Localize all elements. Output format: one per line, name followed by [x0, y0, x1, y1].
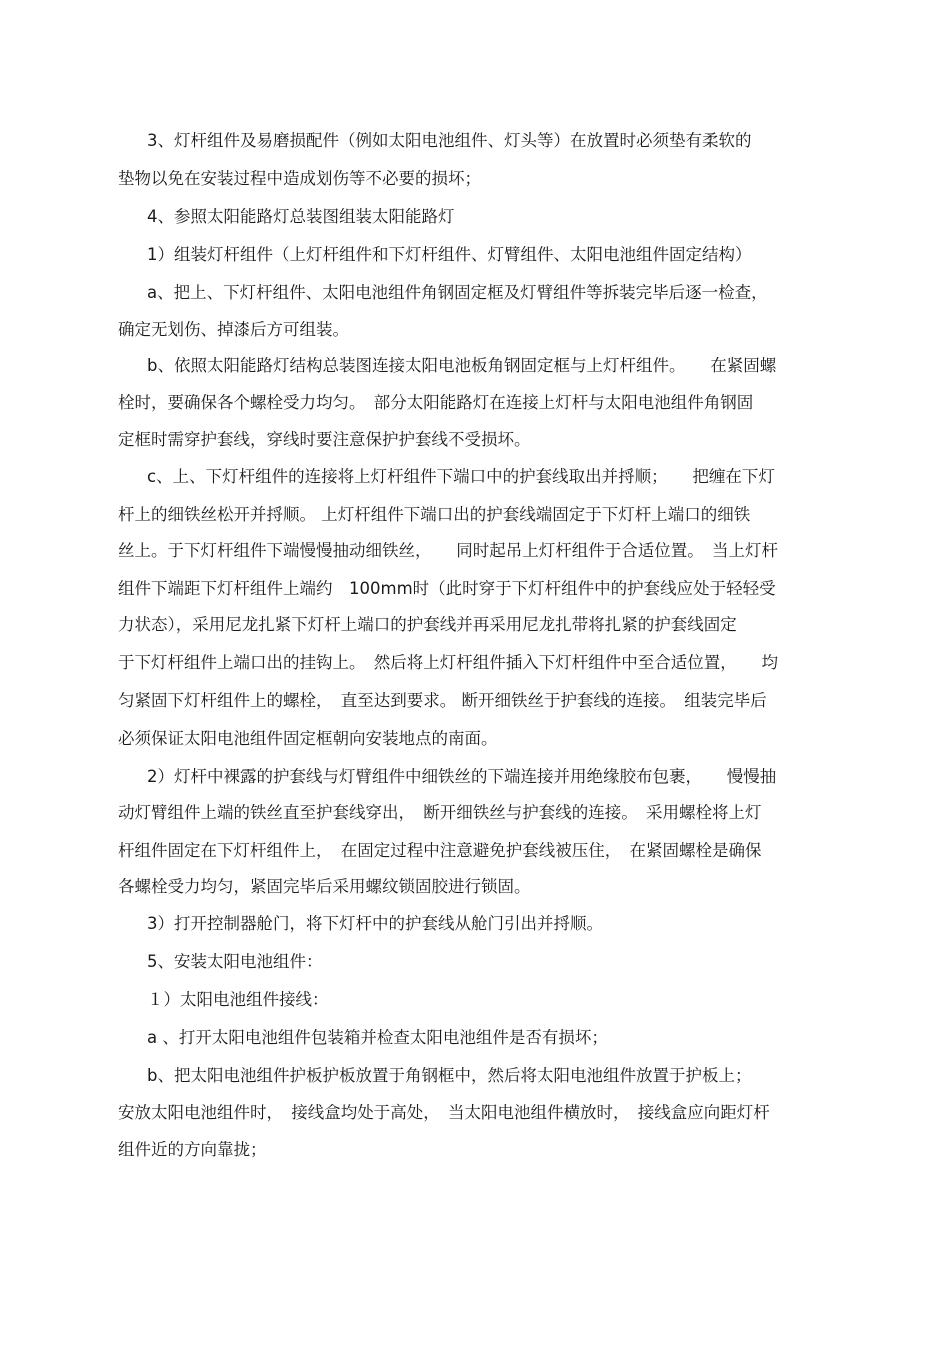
text-line: 3、灯杆组件及易磨损配件（例如太阳电池组件、灯头等）在放置时必须垫有柔软的 — [147, 131, 752, 150]
text-line: 于下灯杆组件上端口出的挂钩上。 然后将上灯杆组件插入下灯杆组件中至合适位置， 均 — [118, 653, 778, 672]
text-line: 各螺栓受力均匀，紧固完毕后采用螺纹锁固胶进行锁固。 — [118, 877, 531, 896]
text-line: 力状态），采用尼龙扎紧下灯杆上端口的护套线并再采用尼龙扎带将扎紧的护套线固定 — [118, 615, 737, 634]
text-line: 1）组装灯杆组件（上灯杆组件和下灯杆组件、灯臂组件、太阳电池组件固定结构） — [147, 245, 752, 264]
text-line: a、把上、下灯杆组件、太阳电池组件角钢固定框及灯臂组件等拆装完毕后逐一检查， — [147, 283, 768, 302]
text-line: 2）灯杆中裸露的护套线与灯臂组件中细铁丝的下端连接并用绝缘胶布包裹， 慢慢抽 — [147, 767, 777, 786]
text-line: 丝上。于下灯杆组件下端慢慢抽动细铁丝， 同时起吊上灯杆组件于合适位置。 当上灯杆 — [118, 541, 778, 560]
text-line: b、依照太阳能路灯结构总装图连接太阳电池板角钢固定框与上灯杆组件。 在紧固螺 — [147, 356, 777, 375]
text-line: 5、安装太阳电池组件： — [147, 952, 323, 971]
text-line: 杆上的细铁丝松开并捋顺。 上灯杆组件下端口出的护套线端固定于下灯杆上端口的细铁 — [118, 505, 751, 524]
text-line: b、把太阳电池组件护板护板放置于角钢框中，然后将太阳电池组件放置于护板上； — [147, 1066, 752, 1085]
text-line: 确定无划伤、掉漆后方可组装。 — [118, 320, 349, 339]
text-line: a 、打开太阳电池组件包装箱并检查太阳电池组件是否有损坏； — [147, 1028, 608, 1047]
text-line: １）太阳电池组件接线： — [147, 990, 329, 1009]
text-line: 安放太阳电池组件时， 接线盒均处于高处， 当太阳电池组件横放时， 接线盒应向距灯杆 — [118, 1103, 770, 1122]
text-line: 垫物以免在安装过程中造成划伤等不必要的损坏； — [118, 169, 481, 188]
text-line: 组件近的方向靠拢； — [118, 1140, 267, 1159]
text-line: 动灯臂组件上端的铁丝直至护套线穿出， 断开细铁丝与护套线的连接。 采用螺栓将上灯 — [118, 803, 762, 822]
text-line: 3）打开控制器舱门，将下灯杆中的护套线从舱门引出并捋顺。 — [147, 914, 603, 933]
text-line: 定框时需穿护套线，穿线时要注意保护护套线不受损坏。 — [118, 430, 531, 449]
text-line: 杆组件固定在下灯杆组件上， 在固定过程中注意避免护套线被压住， 在紧固螺栓是确保 — [118, 841, 762, 860]
text-line: 栓时，要确保各个螺栓受力均匀。 部分太阳能路灯在连接上灯杆与太阳电池组件角钢固 — [118, 393, 754, 412]
text-line: 匀紧固下灯杆组件上的螺栓， 直至达到要求。 断开细铁丝于护套线的连接。 组装完毕后 — [118, 691, 767, 710]
text-line: 必须保证太阳电池组件固定框朝向安装地点的南面。 — [118, 729, 498, 748]
text-line: 组件下端距下灯杆组件上端约 100mm时（此时穿于下灯杆组件中的护套线应处于轻轻受 — [118, 579, 776, 598]
text-line: 4、参照太阳能路灯总装图组装太阳能路灯 — [147, 207, 455, 226]
text-line: c、上、下灯杆组件的连接将上灯杆组件下端口中的护套线取出并捋顺； 把缠在下灯 — [147, 467, 775, 486]
